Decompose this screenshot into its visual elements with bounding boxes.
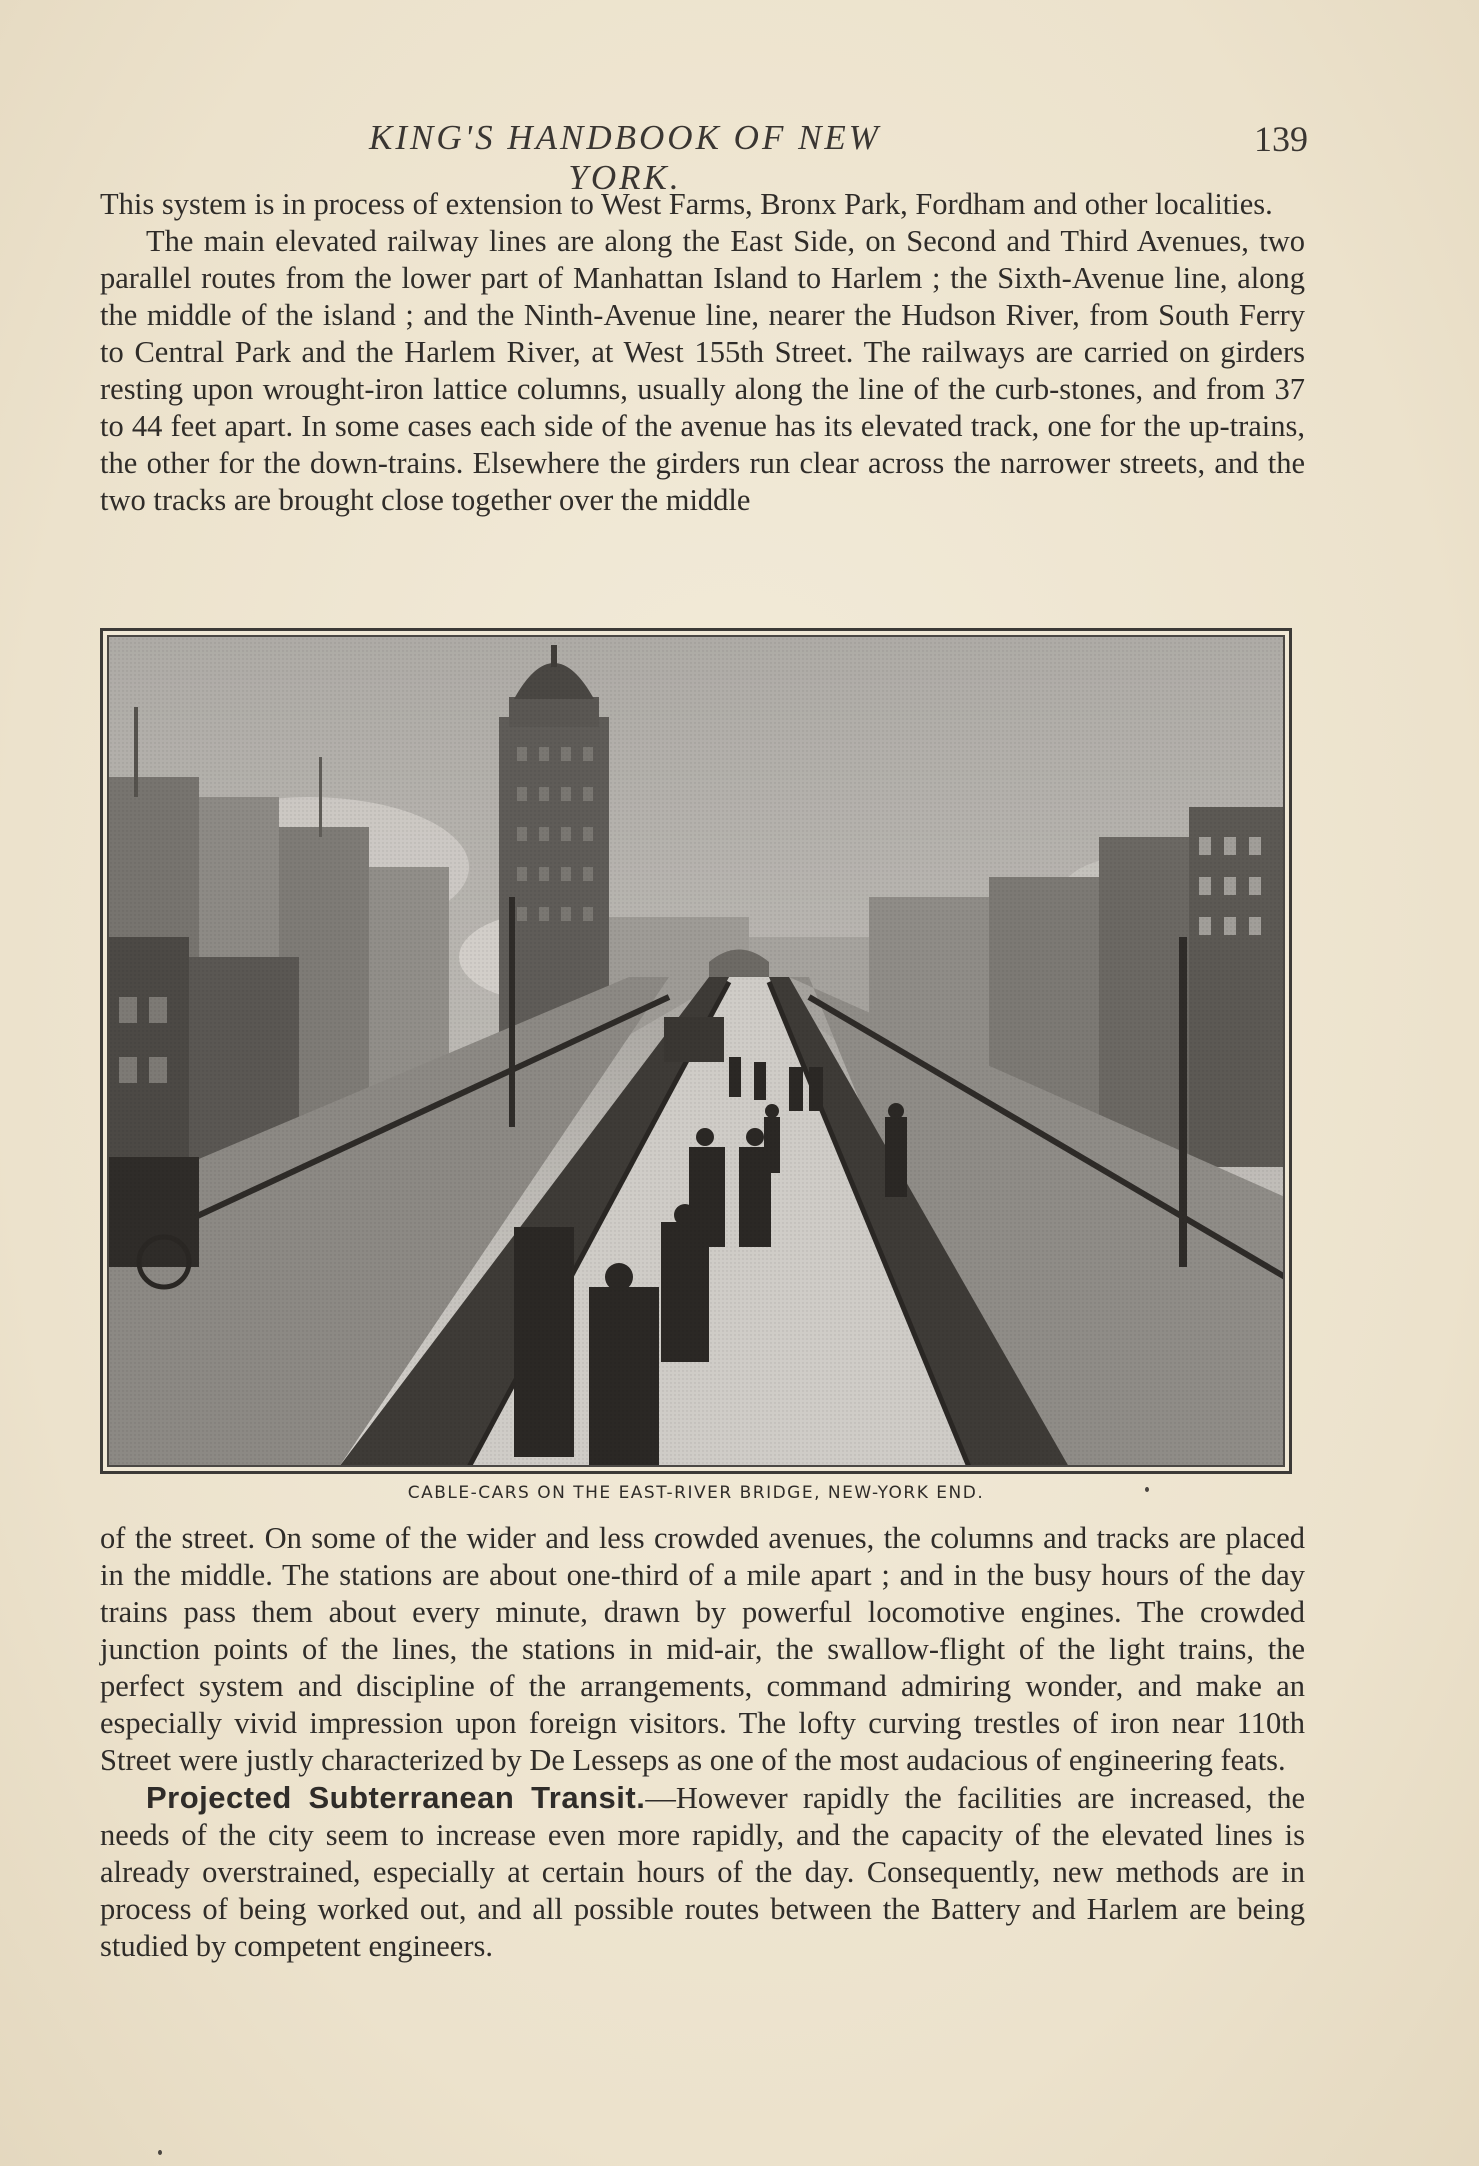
- paragraph-street-columns: of the street. On some of the wider and less crowded avenues, the columns and tracks are placed in the middle. The stations are about one-third of a mile apart ; and in the busy hours of the day trains pass them about every minute, drawn by powerful locomotive engines. The crowded junction points of the lines, the stations in mid-air, the swallow-flight of the light trains, the perfect system and discipline of the arrangements, command admiring wonder, and make an especially vivid impression upon foreign visitors. The lofty curving trestles of iron near 110th Street were justly characterized by De Lesseps as one of the most audacious of engineering feats.: [100, 1521, 1305, 1777]
- photo-figure: [100, 628, 1292, 1474]
- figure-caption: CABLE-CARS ON THE EAST-RIVER BRIDGE, NEW-YORK END.: [407, 1483, 985, 1503]
- print-speck: [1145, 1487, 1149, 1492]
- print-speck: [158, 2150, 162, 2155]
- body-text-top: [100, 186, 1305, 519]
- paragraph-extension: This system is in process of extension to West Farms, Bronx Park, Fordham and other localities.: [100, 187, 1273, 221]
- running-head: [100, 118, 1308, 197]
- page-number: 139: [1254, 119, 1308, 159]
- paragraph-elevated-lines: The main elevated railway lines are along the East Side, on Second and Third Avenues, two parallel routes from the lower part of Manhattan Island to Harlem ; the Sixth-Avenue line, along the middle of the island ; and the Ninth-Avenue line, nearer the Hudson River, from South Ferry to Central Park and the Harlem River, at West 155th Street. The railways are carried on girders resting upon wrought-iron lattice columns, usually along the line of the curb-stones, and from 37 to 44 feet apart. In some cases each side of the avenue has its elevated track, one for the up-trains, the other for the down-trains. Elsewhere the girders run clear across the narrower streets, and the two tracks are brought close together over the middle: [100, 224, 1305, 517]
- paragraph-subterranean-transit: [100, 1779, 1305, 1965]
- section-heading: Projected Subterranean Transit.: [146, 1780, 646, 1815]
- photo-frame: [107, 635, 1285, 1467]
- bridge-photo-illustration: [109, 637, 1285, 1467]
- running-title: KING'S HANDBOOK OF NEW YORK.: [369, 118, 881, 197]
- body-text-bottom: [100, 1520, 1305, 1965]
- section-body: —However rapidly the facilities are increased, the needs of the city seem to increase even more rapidly, and the capacity of the elevated lines is already overstrained, especially at certain hours of the day. Consequently, new methods are in process of being worked out, and all possible routes between the Battery and Harlem are being studied by competent engineers.: [100, 1781, 1305, 1963]
